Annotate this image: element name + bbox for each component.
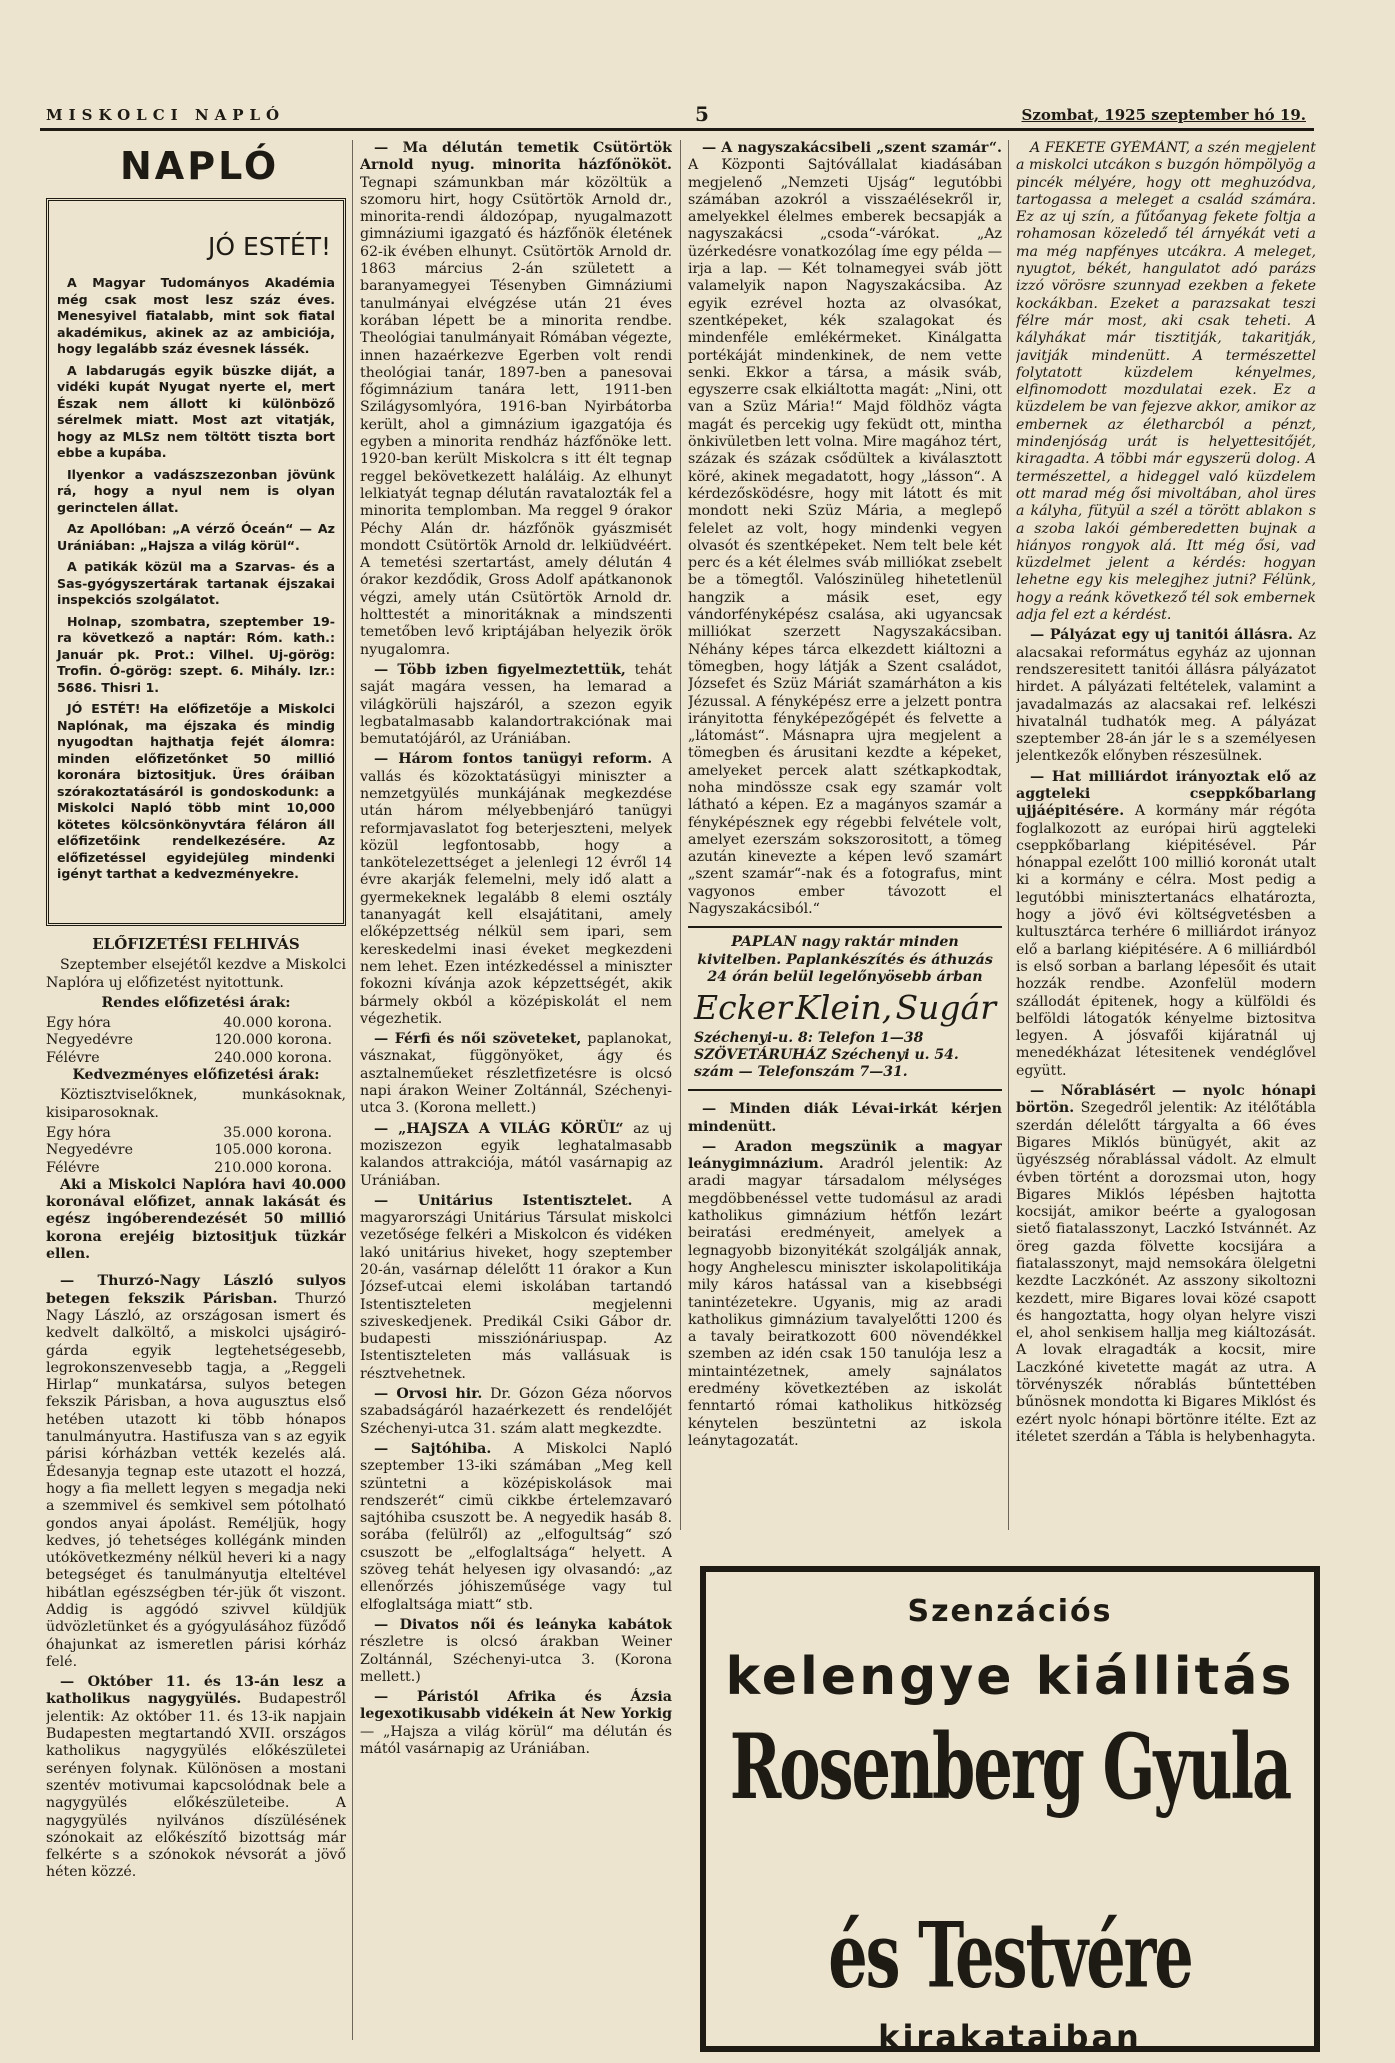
column-rule bbox=[1008, 140, 1009, 1530]
issue-date: Szombat, 1925 szeptember hó 19. bbox=[1021, 106, 1306, 124]
column-rule bbox=[680, 140, 681, 1530]
column-rule bbox=[352, 140, 353, 2040]
price-row bbox=[46, 1050, 346, 1067]
ad-headline: Szenzációs bbox=[907, 1594, 1113, 1629]
article-headline: — Thurzó-Nagy László sulyos betegen fekszik Párisban. bbox=[46, 1273, 346, 1307]
article-body: Budapestről jelentik: Az október 11. és 13-ik napjain Budapesten megtartandó XVII. országos katholikus nagygyülés előkészületei serényen folynak. Különösen a mostani szentév motivumai kapcsolódnak bele a nagygyülés előkészületeibe. A nagygyülés nyilvános díszülésének szónokait az előkészítő bizottság már felkérte s a szónokok névsorát a jövő héten közzé. bbox=[46, 1691, 346, 1881]
box-paragraph: Ilyenkor a vadászszezonban jövünk rá, hogy a nyul nem is olyan gerinctelen állat. bbox=[57, 466, 335, 515]
article-headline: — A nagyszakácsibeli „szent szamár“. bbox=[702, 140, 1002, 156]
price-row bbox=[46, 1125, 346, 1142]
ad-names bbox=[694, 986, 996, 1030]
greeting: JÓ ESTÉT! bbox=[207, 232, 331, 261]
article-body: A vallás és közoktatásügyi miniszter a nemzetgyülés munkájának megkezdése után három mélyebbenjáró tanügyi reformjavaslatot fog beterjeszteni, melyek közül legfontosabb, hogy a tankötelezettséget a jelenlegi 12 évről 14 évre akarják felemelni, mely idő alatt a gyermekeknek legalább 8 elemi osztály tananyagát kell elsajátitani, amely előképzettség nélkül sem ipari, sem kereskedelmi inasi éveket megkezdeni nem lehet. Ezen intézkedéssel a miniszter fokozni kívánja azok képzettségét, akik bármely okból a középiskolát el nem végezhetik. bbox=[360, 751, 672, 1027]
price-label: Egy hóra bbox=[46, 1015, 111, 1032]
discount-heading: Kedvezményes előfizetési árak: bbox=[72, 1067, 320, 1084]
price-label: Negyedévre bbox=[46, 1032, 133, 1049]
price-row bbox=[46, 1142, 346, 1159]
article-body: A magyarországi Unitárius Társulat miskolci vezetősége felkéri a Miskolcon és vidéken lakó unitárius hiveket, hogy szeptember 20-án, vasárnap délelőtt 11 órakor a Kun József-utcai elemi iskolában tartandó Istentiszteleten megjelenni sziveskedjenek. Predikál Csiki Gábor dr. budapesti missziónáriuspap. Az Istentiszteleten más vallásuak is résztvehetnek. bbox=[360, 1192, 672, 1382]
page-number: 5 bbox=[695, 102, 709, 126]
article-headline: — Nőrablásért — nyolc hónapi börtön. bbox=[1016, 1083, 1316, 1117]
article-body: A kormány már régóta foglalkozott az európai hirü aggteleki cseppkőbarlang kiépitésével. Pár hónappal ezelőtt 100 millió koronát utalt ki a kormány e célra. Most pedig a legutóbbi minisztertanács elhatározta, hogy a jövő évi költségvetésben a kultusztárca terhére 6 milliárdot irányoz elő a barlang kiépitésére. A 6 milliárdból is első sorban a barlang lépesőit és utait hozzák rendbe. Azonfelül modern szállodát épitenek, hogy a külföldi és belföldi látogatók kényelme biztositva legyen. A jósvafői kijáratnál uj menedékházat létesitenek vendéglővel együtt. bbox=[1016, 803, 1316, 1079]
article-headline: — Férfi és női szöveteket, bbox=[374, 1031, 582, 1048]
ad-text: PAPLAN nagy raktár minden kivitelben. Paplankészítés és áthuzás 24 órán belül legelőnyösebb árban bbox=[697, 934, 993, 985]
article-headline: — Hat milliárdot irányoztak elő az aggteleki cseppkőbarlang ujjáépitésére. bbox=[1016, 768, 1316, 820]
price-label: Egy hóra bbox=[46, 1124, 111, 1141]
article-body: részletre is olcsó árakban Weiner Zoltánnál, Széchenyi-utca 3. (Korona mellett.) bbox=[360, 1634, 672, 1685]
article-headline: — Ma délután temetik Csütörtök Arnold nyug. minorita házfőnököt. bbox=[360, 140, 672, 174]
column-1 bbox=[46, 140, 346, 2043]
article-body: Aradról jelentik: Az aradi magyar társadalom mélységes megdöbbenéssel vette tudomásul az aradi katholikus gimnázium hétfőn lezárt beiratási eredményeit, amelyek a legnagyobb bizonyitékát szolgálják annak, hogy Anghelescu miniszter iskolapolitikája mily káros hatással van a kisebbségi tanintézetekre. Ugyanis, mig az aradi katholikus gimnázium tavalyelőtti 1200 és a tavaly beiratkozott 600 növendékkel szemben az idén csak 150 tanulója lesz a mintaintézetnek, amely sajnálatos eredmény következtében az iskolát fenntartó római katholikus hitközség kénytelen beszüntetni az iskola leánytagozatát. bbox=[688, 1156, 1002, 1449]
article-body: A Központi Sajtóvállalat kiadásában megjelenő „Nemzeti Ujság“ legutóbbi számában azokról a visszaélésekről ir, amelyekkel élelmes emberek becsapják a nagyszakácsi „csoda“-várókat. „Az üzérkedésre vonatkozólag íme egy példa — irja a lap. — Két tolnamegyei sváb jött valamelyik napon Nagyszakácsiba. Az egyik ezrével hozta az olvasókat, szentképeket, kék szalagokat és mindenféle emlékérmeket. Kinálgatta portékáját mindenkinek, de nem vette senki. Ekkor a társa, a másik sváb, egyszerre csak elkiáltotta magát: „Nini, ott van a Szüz Mária!“ Majd földhöz vágta magát és percekig ugy feküdt ott, mintha önkivületben lett volna. Mire magához tért, százak és százak csődültek a kiválasztott köré, akinek megadatott, hogy „lásson“. A kérdezősködésre, hogy mit látott és mit mondott neki Szüz Mária, a meglepő felelet az volt, hogy mindenki vegyen olvasót és szentképeket. Nem telt bele két perc és a két élelmes sváb milliókat zsebelt be a tömegtől. Valószinüleg hihetetlenül hangzik a másik eset, egy vándorfényképész csalása, aki ugyancsak milliókat szerzett Nagyszakácsiban. Néhány képes tárca elkezdett kiáltozni a tömegben, hogy látják a Szent családot, Józsefet és Szüz Máriát szamárháton a kis Jézussal. A fényképész erre a jelzett pontra irányitotta fényképezőgépét és felvette a „látomást“. Másnapra ujra megjelent a tömegben és árusitani kezdte a képeket, amelyeket percek alatt szétkapkodtak, noha mindössze csak egy szamár volt látható a képen. Ez a magányos szamár a fényképésznek egy régebbi felvétele volt, amelyet ezerszám sokszorositott, a tömeg azután kinevezte a képen levő szamárt „szent szamár“-nak és a fotografus, mint vagyonos ember távozott el Nagyszakácsiból.“ bbox=[688, 157, 1002, 918]
box-paragraph: A labdarugás egyik büszke diját, a vidéki kupát Nyugat nyerte el, mert Észak nem állott ki különböző sérelmek miatt. Most azt vitatják, hogy az MLSz nem töltött tiszta bort ebbe a kupába. bbox=[57, 362, 335, 460]
article-body: Az alacsakai református egyház az ujonnan rendszeresitett tanitói állásra pályázatot hirdet. A pályázati feltételek, valamint a javadalmazás az alacsakai ref. lelkészi hivatalnál tudhatók meg. A pályázat szeptember 28-án jár le s a személyesen jelentkezők előnyben részesülnek. bbox=[1016, 627, 1316, 765]
article-headline: — Aradon megszünik a magyar leánygimnázium. bbox=[688, 1138, 1002, 1173]
price-row bbox=[46, 1160, 346, 1177]
article-headline: — Több izben figyelmeztettük, bbox=[374, 661, 626, 678]
price-label: Félévre bbox=[46, 1159, 100, 1176]
article-body: az uj moziszezon egyik leghatalmasabb kalandos attrakciója, mától vasárnapig az Urániában. bbox=[360, 1120, 672, 1189]
article-headline: — „HAJSZA A VILÁG KÖRÜL“ bbox=[374, 1120, 624, 1137]
article-body: — „Hajsza a világ körül“ ma délután és mától vasárnapig az Urániában. bbox=[360, 1723, 672, 1758]
article-body: Thurzó Nagy László, az országosan ismert és kedvelt dalköltő, a miskolci ujságiró-gárda egyik legtehetségesebb, legrokonszenvesebb tagja, a „Reggeli Hirlap“ munkatársa, sulyos betegen fekszik Párisban, a hova augusztus első hetében utazott ki több hónapos tanulmányutra. Hastifusza van s az egyik párisi kórházban vették kezelés alá. Édesanyja tegnap este utazott el hozzá, hogy a fia mellett legyen s megadja neki a szemmivel és semkivel sem pótolható gondos anyai ápolást. Reméljük, hogy kedves, jó tehetséges kollégánk minden utókövetkezmény nélkül heveri ki a nagy betegséget és tanulmányutja elteltével hibátlan egészségben tér-jük őt viszont. Addig is aggódó szivvel küldjük üdvözletünket és a gyógyulásához füződő óhajunkat az ismeretlen párisi kórház felé. bbox=[46, 1290, 346, 1670]
paplan-advertisement bbox=[688, 926, 1002, 1091]
article-body: Dr. Gózon Géza nőorvos szabadságáról hazaérkezett és rendelőjét Széchenyi-utca 31. szám alatt megkezdte. bbox=[360, 1386, 672, 1437]
column-2 bbox=[360, 140, 672, 2043]
article-headline: — Minden diák Lévai-irkát kérjen mindenütt. bbox=[688, 1101, 1002, 1135]
box-paragraph: JÓ ESTÉT! Ha előfizetője a Miskolci Naplónak, ma éjszaka és mindig nyugodtan hajthatja fejét álomra: minden előfizetőnket 50 millió koronára biztositjuk. Üres óráiban szórakoztatásáról is gondoskodunk: a Miskolci Napló több mint 10,000 kötetes kölcsönkönyvtára féláron áll előfizetőink rendelkezésére. Az előfizetéssel egyidejüleg mindenki igényt tarthat a kedvezményekre. bbox=[57, 701, 335, 881]
ad-company: Rosenberg Gyula és Testvére bbox=[729, 1714, 1291, 2009]
article-headline: — Október 11. és 13-án lesz a katholikus nagygyülés. bbox=[46, 1674, 346, 1708]
article-body: Szegedről jelentik: Az itélőtábla szerdán délelőtt tárgyalta a 66 éves Bigares Miklós bünügyét, akit az ügyészség nőrablással vádolt. Az elmult évben történt a dorozsmai uton, hogy Bigares Miklós lépésben hajtotta kocsiját, amikor beérte a gyalogosan siető fiatalasszonyt, Laczkó Istvánnét. Az öreg gazda fölvette kocsijára a fiatalasszonyt, majd nemsokára ölelgetni kezdte Laczkónét. Az asszony sikoltozni kezdett, mire Bigares lovai közé csapott és hangoztatta, hogy olyan helyre viszi el, ahol senkisem hallja meg kiáltozását. A lovak elragadták a kocsit, mire Laczkóné kivetette magát az utra. A törvényszék nőrablás bűntettében bűnösnek mondotta ki Bigares Miklóst és ezért nyolc hónapi börtönre itélte. Ezt az itéletet szerdán a Tábla is helybenhagyta. bbox=[1016, 1100, 1316, 1445]
article-body: tehát saját magára vessen, ha lemarad a világkörüli hajszáról, a szezon egyik legbatalmasabb kalandortrakciónak mai bemutatójáról, az Urániában. bbox=[360, 661, 672, 748]
box-paragraph: A Magyar Tudományos Akadémia még csak most lesz száz éves. Menesyivel fiatalabb, mint sok fiatal akadémikus, akinek az az ambiciója, hogy legalább száz évesnek lássék. bbox=[57, 275, 335, 356]
article-body: Tegnapi számunkban már közöltük a szomoru hirt, hogy Csütörtök Arnold dr., minorita-rendi áldozópap, nyugalmazott gimnáziumi igazgató és házfőnök életének 62-ik évében elhunyt. Csütörtök Arnold dr. 1863 március 2-án született a baranyamegyei Tésenyben Gimnáziumi tanulmányai elvégzése után 21 éves korában lépett be a minorita rendbe. Theológiai tanulmányait Rómában végezte, innen hazaérkezve Egerben volt rendi theológiai tanár, 1897-ben a panesovai főgimnázium tanára lett, 1911-ben Szilágysomlyóra, 1916-ban Nyirbátorba került, ahol a gimnázium igazgatója és egyben a minorita rendház házfőnöke lett. 1920-ban került Miskolcra s itt élt tegnap reggel bekövetkezett haláláig. Az elhunyt lelkiatyát tegnap délután ravatalozták fel a minorita templomban. Ma reggel 9 órakor Péchy Alán dr. házfőnök gyászmisét mondott Csütörtök Arnold dr. lelkiüdvéért. A temetési szertartást, amely délután 4 órakor kezdődik, Gross Adolf apátkanonok végzi, amely után Csütörtök Arnold dr. holttestét a minoritáknak a mindszenti temetőben levő kriptájában helyezik örök nyugalomra. bbox=[360, 174, 672, 658]
box-paragraph: A patikák közül ma a Szarvas- és a Sas-gyógyszertárak tartanak éjszakai inspekciós szolgálatot. bbox=[57, 559, 335, 607]
column-4 bbox=[1016, 140, 1316, 1543]
ad-name: Klein, bbox=[795, 988, 893, 1028]
column-3 bbox=[688, 140, 1002, 1543]
discount-note: Aki a Miskolci Naplóra havi 40.000 koronával előfizet, annak lakását és egész ingóberendezését 50 millió korona erejéig biztositjuk tüzkár ellen. bbox=[46, 1176, 346, 1263]
section-title: NAPLÓ bbox=[120, 144, 280, 188]
ad-name: Sugár bbox=[895, 988, 996, 1028]
prices-heading: Rendes előfizetési árak: bbox=[101, 994, 291, 1011]
ad-address: SZÖVETÁRUHÁZ Széchenyi u. 54. szám — Telefonszám 7—31. bbox=[694, 1047, 959, 1081]
ad-headline: kelengye kiállitás bbox=[725, 1647, 1295, 1707]
kelengye-advertisement bbox=[700, 1566, 1320, 2056]
article-headline: — Divatos női és leányka kabátok bbox=[374, 1616, 672, 1633]
price-value: 120.000 korona. bbox=[214, 1032, 332, 1049]
article-headline: — Páristól Afrika és Ázsia legexotikusabb vidékein át New Yorkig bbox=[360, 1689, 672, 1723]
ad-name: Ecker bbox=[694, 988, 792, 1028]
price-label: Negyedévre bbox=[46, 1142, 133, 1159]
price-value: 240.000 korona. bbox=[214, 1049, 332, 1066]
masthead bbox=[40, 102, 1314, 131]
article-headline: — Unitárius Istentisztelet. bbox=[374, 1192, 633, 1209]
discount-intro: Köztisztviselőknek, munkásoknak, kisiparosoknak. bbox=[46, 1087, 346, 1121]
paper-name: MISKOLCI NAPLÓ bbox=[46, 106, 286, 124]
price-value: 105.000 korona. bbox=[214, 1142, 332, 1159]
article-headline: — Orvosi hir. bbox=[374, 1386, 483, 1403]
article-body: A FEKETE GYÉMÁNT, a szén megjelent a miskolci utcákon s buzgón hömpölyög a pincék mélyére, hogy ott meghuzódva, tartogassa a meleget a család számára. Ez az uj szín, a fűtőanyag fekete foltja a rohamosan közeledő tél árnyékát veti a ma még napfényes utcákra. A meleget, nyugtot, békét, hangulatot adó parázs izzó vörösre szunnyad ezekben a fekete kockákban. Ezeket a parazsakat teszi félre már most, aki csak teheti. A kályhákat már tisztitják, takaritják, javitják mindenütt. A természettel folytatott küzdelem kényelmes, elfinomodott mozdulatai ezek. Ez a küzdelem be van fejezve akkor, amikor az embernek az életharcból a pénzt, mindenjóság urát is helyettesitőjét, kiragadta. A többi már egyszerü dolog. A természettel, a hideggel való küzdelem ott marad még ősi mivoltában, ahol üres a kályha, fütyül a szél a törött ablakon s a szoba lakói gémberedetten bujnak a hiányos rongyok alá. Itt még ősi, vad küzdelmet jelent a kérdés: hogyan lehetne egy kis melegjhez jutni? Félünk, hogy a reánk következő tél sok embernek adja fel ezt a kérdést. bbox=[1016, 140, 1316, 624]
box-paragraph: Holnap, szombatra, szeptember 19-ra következő a naptár: Róm. kath.: Január pk. Prot.: Vilhel. Uj-görög: Trofin. Ó-görög: szept. 6. Mihály. Izr.: 5686. Thisri 1. bbox=[57, 613, 335, 695]
article-body: A Miskolci Napló szeptember 13-iki számában „Meg kell szüntetni a középiskolások mai rendszerét“ cimü cikkbe értelemzavaró sajtóhiba csuszott be. A negyedik hasáb 8. sorába (felülről) az „elfogultság“ szó csuszott be „elfoglaltsága“ helyett. A szöveg tehát helyesen igy olvasandó: „az ellenőrzés jóhiszeműsége vagy tul elfoglaltsága miatt“ stb. bbox=[360, 1440, 672, 1613]
price-label: Félévre bbox=[46, 1049, 100, 1066]
price-value: 40.000 korona. bbox=[223, 1015, 332, 1032]
price-value: 210.000 korona. bbox=[214, 1159, 332, 1176]
article-body: paplanokat, vásznakat, függönyöket, ágy és asztalneműeket részletfizetésre is olcsó napi árakon Weiner Zoltánnál, Széchenyi-utca 3. (Korona mellett.) bbox=[360, 1031, 672, 1117]
price-value: 35.000 korona. bbox=[223, 1124, 332, 1141]
subscription-intro: Szeptember elsejétől kezdve a Miskolci Naplóra uj előfizetést nyitottunk. bbox=[46, 957, 346, 991]
price-row bbox=[46, 1032, 346, 1049]
subscription-heading: ELŐFIZETÉSI FELHIVÁS bbox=[92, 935, 300, 953]
box-paragraph: Az Apollóban: „A vérző Óceán“ — Az Urániában: „Hajsza a világ körül“. bbox=[57, 521, 335, 553]
article-headline: — Három fontos tanügyi reform. bbox=[374, 751, 653, 768]
article-headline: — Sajtóhiba. bbox=[374, 1440, 492, 1457]
jo-estet-box bbox=[46, 198, 346, 926]
ad-address: Széchenyi-u. 8: Telefon 1—38 bbox=[694, 1030, 924, 1047]
price-row bbox=[46, 1015, 346, 1032]
ad-footer: kirakataiban bbox=[878, 2018, 1142, 2056]
article-headline: — Pályázat egy uj tanitói állásra. bbox=[1030, 627, 1293, 644]
